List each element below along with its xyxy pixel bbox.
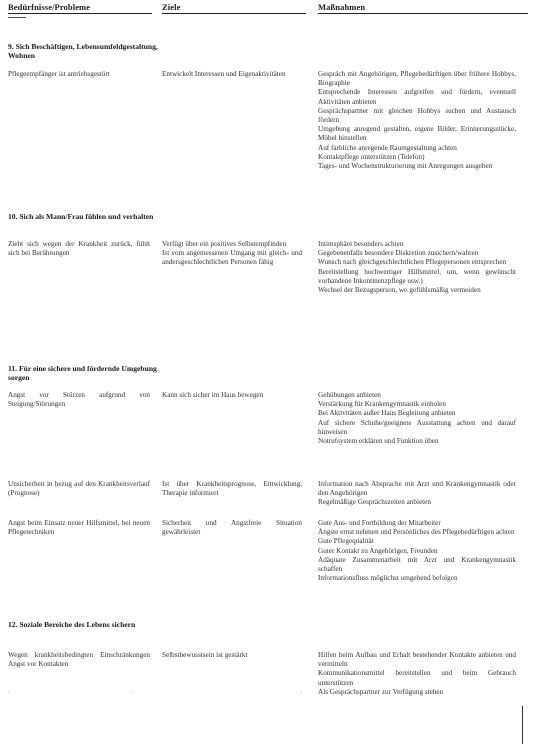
measure-item: Verstärkung für Krankengymnastik einholen <box>318 400 446 409</box>
measure-item: Gespräch mit Angehörigen, Pflegebedürftigen über frühere Hobbys, Biographie <box>318 70 516 88</box>
measure-item: Tages- und Wochenstrukturierung mit Anregungen ausgeben <box>318 162 493 171</box>
measure-item: Umgebung anregend gestalten, eigene Bilder, Erinnerungsstücke, Möbel hinstellen <box>318 125 516 143</box>
measure-item: Auf sichere Schuhe/geeignete Ausstattung achten und darauf hinweisen <box>318 418 516 436</box>
goal-cell: Ist über Krankheitsprognose, Entwicklung, Therapie informiert <box>162 480 302 498</box>
tick-mark: · <box>8 689 11 697</box>
goal-cell: Selbstbewusstsein ist gestärkt <box>162 651 248 659</box>
problem-cell: Angst beim Einsatz neuer Hilfsmittel, bei neuen Pflegetechniken <box>8 519 150 537</box>
measure-item: Bereitstellung hochwertiger Hilfsmittel, um, wenn gewünscht vorhandene Inkontinenzpflege usw.) <box>318 267 516 285</box>
measure-item: Ängste ernst nehmen und Persönliches des Pflegebedürftigen achten <box>318 528 515 537</box>
header-problems: Bedürfnisse/Probleme <box>8 2 91 12</box>
measures-cell <box>318 70 516 171</box>
header-underline-mark <box>8 17 26 18</box>
measure-item: Wechsel der Bezugsperson, wo gefühlsmäßig vermeiden <box>318 286 481 295</box>
goal-cell: Sicherheit und Angstfreie Situation gewährleistet <box>162 519 302 537</box>
header-measures: Maßnahmen <box>318 2 366 12</box>
measure-item: Intimsphäre besonders achten <box>318 240 404 248</box>
measure-item: Kommunikationsmittel bereitstellen und beim Gebrauch unterstützen <box>318 669 516 687</box>
measures-cell <box>318 240 516 295</box>
measure-item: Als Gesprächspartner zur Verfügung stehen <box>318 687 444 696</box>
measure-item: Gehübungen anbieten <box>318 391 381 399</box>
measure-item: Entsprechende Interessen aufgreifen und fördern, eventuell Aktivitäten anbieten <box>318 88 516 106</box>
measure-item: Notrufsystem erklären und Funktion üben <box>318 437 439 446</box>
tick-mark: · <box>300 689 303 697</box>
goal-cell: Entwickelt Interessen und Eigenaktivitäten <box>162 70 286 78</box>
section-title-10: 10. Sich als Mann/Frau fühlen und verhalten <box>8 212 154 221</box>
problem-cell: Unsicherheit in bezug auf den Krankheitsverlauf (Prognose) <box>8 480 150 498</box>
header-goals: Ziele <box>162 2 181 12</box>
goal-cell: Kann sich sicher im Haus bewegen <box>162 391 264 399</box>
measure-item: Gute Pflegequalität <box>318 537 374 546</box>
measure-item: Regelmäßige Gesprächszeiten anbieten <box>318 498 431 507</box>
measures-cell <box>318 519 516 583</box>
measure-item: Informationsfluss möglichst umgehend befolgen <box>318 574 458 583</box>
measure-item: Gegebenenfalls besondere Diskretion zusichern/wahren <box>318 249 479 258</box>
problem-cell: Pflegeempfänger ist antriebsgestört <box>8 70 110 78</box>
measures-cell <box>318 480 516 508</box>
measure-item: Adäquate Zusammenarbeit mit Arzt und Krankengymnastik schaffen <box>318 555 516 574</box>
measures-cell <box>318 391 516 446</box>
header-rule-1 <box>8 13 152 14</box>
header-rule-3 <box>318 13 528 14</box>
measure-item: Guter Kontakt zu Angehörigen, Freunden <box>318 546 438 555</box>
header-rule-2 <box>162 13 306 14</box>
problem-cell: Angst vor Stürzen aufgrund von Steigung/Störungen <box>8 391 150 409</box>
goal-cell: Verfügt über ein positives Selbstempfinden Ist vom angemessenen Umgang mit gleich- und andersgeschlechtlichen Personen fähig <box>162 240 302 267</box>
measure-item: Auf farbliche anregende Raumgestaltung achten <box>318 143 457 152</box>
measure-item: Wunsch nach gleichgeschlechtlichen Pflegepersonen entsprechen <box>318 258 507 267</box>
section-title-11: 11. Für eine sichere und fördernde Umgebung sorgen <box>8 364 157 383</box>
section-title-12: 12. Soziale Bereiche des Lebens sichern <box>8 620 136 629</box>
measure-item: Bei Aktivitäten außer Haus Begleitung anbieten <box>318 409 456 418</box>
table-header <box>0 0 544 14</box>
measure-item: Gute Aus- und Fortbildung der Mitarbeiter <box>318 519 441 527</box>
section-title-9: 9. Sich Beschäftigen, Lebensumfeldgestaltung, Wohnen <box>8 42 158 61</box>
measure-item: Information nach Absprache mit Arzt und Krankengymnastik oder den Angehörigen <box>318 480 516 498</box>
measure-item: Gesprächspartner mit gleichen Hobbys suchen und Austausch fördern <box>318 106 516 125</box>
measure-item: Hilfen beim Aufbau und Erhalt bestehender Kontakte anbieten und vermitteln <box>318 651 516 669</box>
tick-mark: · <box>130 689 133 697</box>
problem-cell: Zieht sich wegen der Krankheit zurück, fühlt sich bei Berührungen <box>8 240 150 258</box>
problem-cell: Wegen krankheitsbedingten Einschränkungen Angst vor Kontakten <box>8 651 150 669</box>
page-edge-line <box>522 706 523 744</box>
measure-item: Kontaktpflege unterstützen (Telefon) <box>318 152 425 161</box>
